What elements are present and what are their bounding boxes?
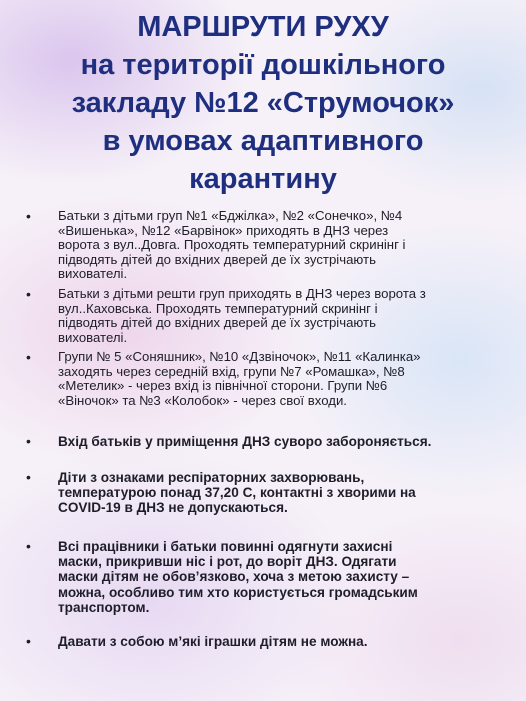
text-line: ворота з вул..Довга. Проходять температурний скринінг і (58, 237, 406, 252)
text-line: COVID-19 в ДНЗ не допускаються. (58, 500, 288, 516)
bullet-icon: • (26, 349, 31, 365)
bullet-icon: • (26, 208, 31, 224)
text-line: «Вишенька», №12 «Барвінок» приходять в ДНЗ через (58, 222, 389, 238)
text-line: Всі працівники і батьки повинні одягнути захисні (58, 539, 393, 554)
text-line: Групи № 5 «Соняшник», №10 «Дзвіночок», №11 «Калинка» (58, 349, 421, 364)
title-line: карантину (189, 163, 337, 195)
text-line: транспортом. (58, 599, 150, 615)
text-line: температурою понад 37,20 С, контактні з хворими на (58, 485, 416, 501)
list-item-text (58, 287, 502, 345)
bullet-icon: • (26, 433, 31, 449)
list-item-text (58, 539, 502, 615)
text-line: вул..Каховська. Проходять температурний скринінг і (58, 300, 378, 316)
title-line: МАРШРУТИ РУХУ (137, 11, 389, 43)
text-line: Вхід батьків у приміщення ДНЗ суворо забороняється. (58, 434, 432, 449)
list-item-text (58, 634, 502, 649)
text-line: можна, особливо тим хто користується громадським (58, 584, 418, 600)
title-line: в умовах адаптивного (102, 125, 424, 157)
page-title (20, 8, 506, 198)
list-item-text (58, 209, 502, 282)
bullet-icon: • (26, 633, 31, 649)
text-line: Давати з собою м’які іграшки дітям не можна. (58, 634, 368, 649)
text-line: вихователі. (58, 266, 128, 281)
text-line: вихователі. (58, 329, 128, 345)
text-line: підводять дітей до вхідних дверей де їх зустрічають (58, 251, 376, 267)
text-line: «Віночок» та №3 «Колобок» - через свої входи. (58, 392, 347, 408)
bullet-icon: • (26, 286, 31, 302)
text-line: маски, прикривши ніс і рот, до воріт ДНЗ. Одягати (58, 554, 397, 570)
list-item-text (58, 470, 502, 516)
bullet-icon: • (26, 469, 31, 485)
title-line: закладу №12 «Струмочок» (71, 87, 455, 119)
text-line: підводять дітей до вхідних дверей де їх зустрічають (58, 315, 376, 330)
title-line: на території дошкільного (80, 49, 446, 81)
text-line: Діти з ознаками респіраторних захворювань, (58, 470, 365, 485)
text-line: маски дітям не обов’язково, хоча з метою захисту – (58, 569, 410, 585)
text-line: Батьки з дітьми решти груп приходять в ДНЗ через ворота з (58, 286, 426, 301)
bullet-icon: • (26, 538, 31, 554)
text-line: Батьки з дітьми груп №1 «Бджілка», №2 «Сонечко», №4 (58, 208, 403, 223)
text-line: «Метелик» - через вхід із північної сторони. Групи №6 (58, 378, 388, 393)
text-line: заходять через середній вхід, групи №7 «Ромашка», №8 (58, 363, 405, 379)
list-item-text (58, 350, 502, 408)
list-item-text (58, 434, 502, 449)
